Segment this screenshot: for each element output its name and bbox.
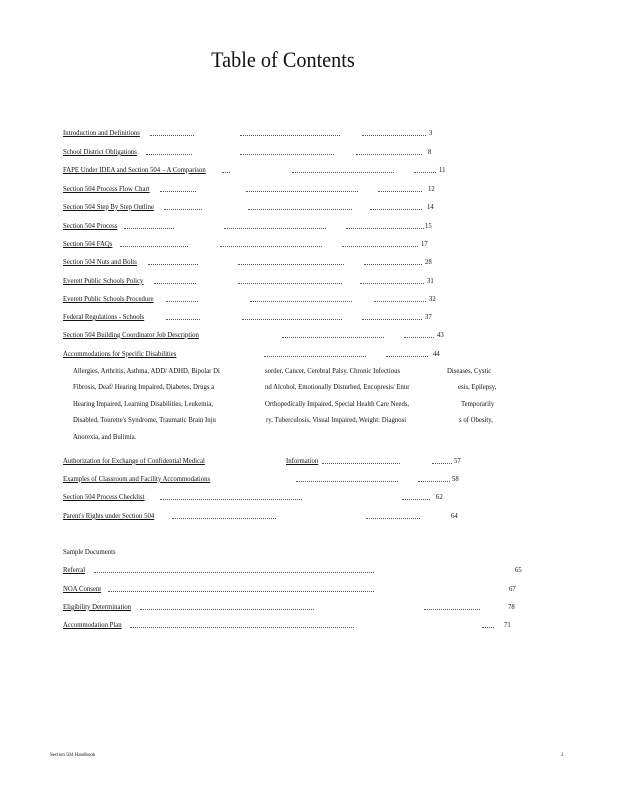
toc-entry-page: 8 <box>428 147 432 156</box>
leader-dots <box>370 209 422 210</box>
leader-dots <box>166 301 198 302</box>
toc-entry-page: 3 <box>429 128 433 137</box>
toc-entry-page: 64 <box>451 511 458 520</box>
toc-entry-label[interactable]: Section 504 Process Checklist <box>63 492 145 501</box>
toc-entry-label[interactable]: Section 504 Process <box>63 221 118 230</box>
leader-dots <box>164 209 202 210</box>
sample-entry-page: 71 <box>504 620 511 629</box>
leader-dots <box>346 228 424 229</box>
sample-entry-page: 78 <box>508 602 515 611</box>
leader-dots <box>154 283 196 284</box>
leader-dots <box>386 356 428 357</box>
leader-dots <box>362 135 426 136</box>
leader-dots <box>238 283 342 284</box>
toc-entry-label[interactable]: Section 504 FAQs <box>63 239 113 248</box>
leader-dots <box>220 246 322 247</box>
leader-dots <box>146 154 192 155</box>
toc-entry-label-cont[interactable]: Information <box>286 456 319 465</box>
disabilities-text: esis, Epilepsy, <box>458 382 497 391</box>
leader-dots <box>404 337 434 338</box>
disabilities-text: Temporarily <box>461 399 495 408</box>
toc-entry-page: 17 <box>421 239 428 248</box>
toc-entry-label[interactable]: School District Obligations <box>63 147 137 156</box>
leader-dots <box>342 246 418 247</box>
leader-dots <box>238 264 344 265</box>
toc-entry-page: 31 <box>427 276 434 285</box>
disabilities-text: Disabled, Tourette's Syndrome, Traumatic Brain Inju <box>73 415 216 424</box>
footer-title: Section 504 Handbook <box>50 752 96 758</box>
leader-dots <box>150 135 194 136</box>
disabilities-text: Orthopedically Impaired, Special Health Care Needs, <box>265 399 410 408</box>
leader-dots <box>124 228 174 229</box>
sample-entry-label[interactable]: Eligibility Determination <box>63 602 132 611</box>
leader-dots <box>418 481 450 482</box>
toc-entry-label[interactable]: Federal Regulations - Schools <box>63 312 145 321</box>
leader-dots <box>148 264 198 265</box>
toc-entry-page: 12 <box>428 184 435 193</box>
leader-dots <box>160 191 196 192</box>
leader-dots <box>264 356 366 357</box>
toc-entry-page: 44 <box>433 349 440 358</box>
leader-dots <box>120 246 188 247</box>
toc-entry-page: 15 <box>425 221 432 230</box>
leader-dots <box>240 154 334 155</box>
leader-dots <box>360 283 424 284</box>
toc-entry-label[interactable]: Accommodations for Specific Disabilities <box>63 349 177 358</box>
page-title: Table of Contents <box>211 47 355 72</box>
toc-entry-label[interactable]: Section 504 Process Flow Chart <box>63 184 150 193</box>
leader-dots <box>414 172 436 173</box>
leader-dots <box>94 572 374 573</box>
sample-entry-page: 65 <box>515 565 522 574</box>
disabilities-text: Anorexia, and Bulimia. <box>73 432 137 441</box>
toc-entry-page: 32 <box>429 294 436 303</box>
leader-dots <box>366 518 420 519</box>
leader-dots <box>364 264 422 265</box>
leader-dots <box>172 518 276 519</box>
toc-entry-page: 57 <box>454 456 461 465</box>
leader-dots <box>424 609 480 610</box>
leader-dots <box>250 301 352 302</box>
toc-entry-page: 14 <box>427 202 434 211</box>
toc-entry-label[interactable]: Section 504 Nuts and Bolts <box>63 257 137 266</box>
sample-entry-label[interactable]: Referral <box>63 565 86 574</box>
leader-dots <box>224 228 326 229</box>
leader-dots <box>482 627 494 628</box>
toc-entry-label[interactable]: Section 504 Building Coordinator Job Description <box>63 330 199 339</box>
disabilities-text: sorder, Cancer, Cerebral Palsy, Chronic Infectious <box>265 366 401 375</box>
leader-dots <box>374 301 426 302</box>
toc-entry-page: 11 <box>439 165 446 174</box>
toc-entry-label[interactable]: Examples of Classroom and Facility Accommodations <box>63 474 211 483</box>
leader-dots <box>378 191 422 192</box>
toc-entry-page: 43 <box>437 330 444 339</box>
leader-dots <box>166 319 200 320</box>
leader-dots <box>246 191 358 192</box>
toc-entry-page: 62 <box>436 492 443 501</box>
leader-dots <box>296 481 398 482</box>
leader-dots <box>322 463 400 464</box>
leader-dots <box>242 319 342 320</box>
sample-entry-label[interactable]: NOA Consent <box>63 584 102 593</box>
leader-dots <box>402 499 430 500</box>
leader-dots <box>130 627 354 628</box>
leader-dots <box>108 591 374 592</box>
toc-entry-label[interactable]: Everett Public Schools Procedure <box>63 294 154 303</box>
toc-entry-page: 58 <box>452 474 459 483</box>
leader-dots <box>222 172 230 173</box>
leader-dots <box>248 209 352 210</box>
leader-dots <box>282 337 384 338</box>
sample-entry-page: 67 <box>509 584 516 593</box>
toc-entry-page: 37 <box>425 312 432 321</box>
footer-page-number: 2 <box>561 752 564 758</box>
sample-entry-label[interactable]: Accommodation Plan <box>63 620 122 629</box>
disabilities-text: nd Alcohol, Emotionally Disturbed, Encopresis/ Enur <box>265 382 410 391</box>
toc-entry-page: 28 <box>425 257 432 266</box>
toc-entry-label[interactable]: Introduction and Definitions <box>63 128 140 137</box>
disabilities-text: s of Obesity, <box>459 415 493 424</box>
toc-entry-label[interactable]: Authorization for Exchange of Confidential Medical <box>63 456 205 465</box>
toc-entry-label[interactable]: FAPE Under IDEA and Section 504 – A Comparison <box>63 165 206 174</box>
disabilities-text: Diseases, Cystic <box>447 366 492 375</box>
toc-entry-label[interactable]: Everett Public Schools Policy <box>63 276 144 285</box>
leader-dots <box>356 154 422 155</box>
leader-dots <box>292 172 394 173</box>
toc-entry-label[interactable]: Parent's Rights under Section 504 <box>63 511 155 520</box>
disabilities-text: ry, Tuberculosis, Visual Impaired, Weight: Diagnosi <box>266 415 407 424</box>
toc-entry-label[interactable]: Section 504 Step By Step Outline <box>63 202 154 211</box>
leader-dots <box>432 463 452 464</box>
leader-dots <box>160 499 302 500</box>
leader-dots <box>362 319 422 320</box>
disabilities-text: Allergies, Arthritis, Asthma, ADD/ ADHD, Bipolar Di <box>73 366 220 375</box>
sample-documents-heading: Sample Documents <box>63 547 116 556</box>
leader-dots <box>140 609 314 610</box>
disabilities-text: Fibrosis, Deaf/ Hearing Impaired, Diabetes, Drugs a <box>73 382 215 391</box>
disabilities-text: Hearing Impaired, Learning Disabilities, Leukemia, <box>73 399 214 408</box>
leader-dots <box>240 135 340 136</box>
